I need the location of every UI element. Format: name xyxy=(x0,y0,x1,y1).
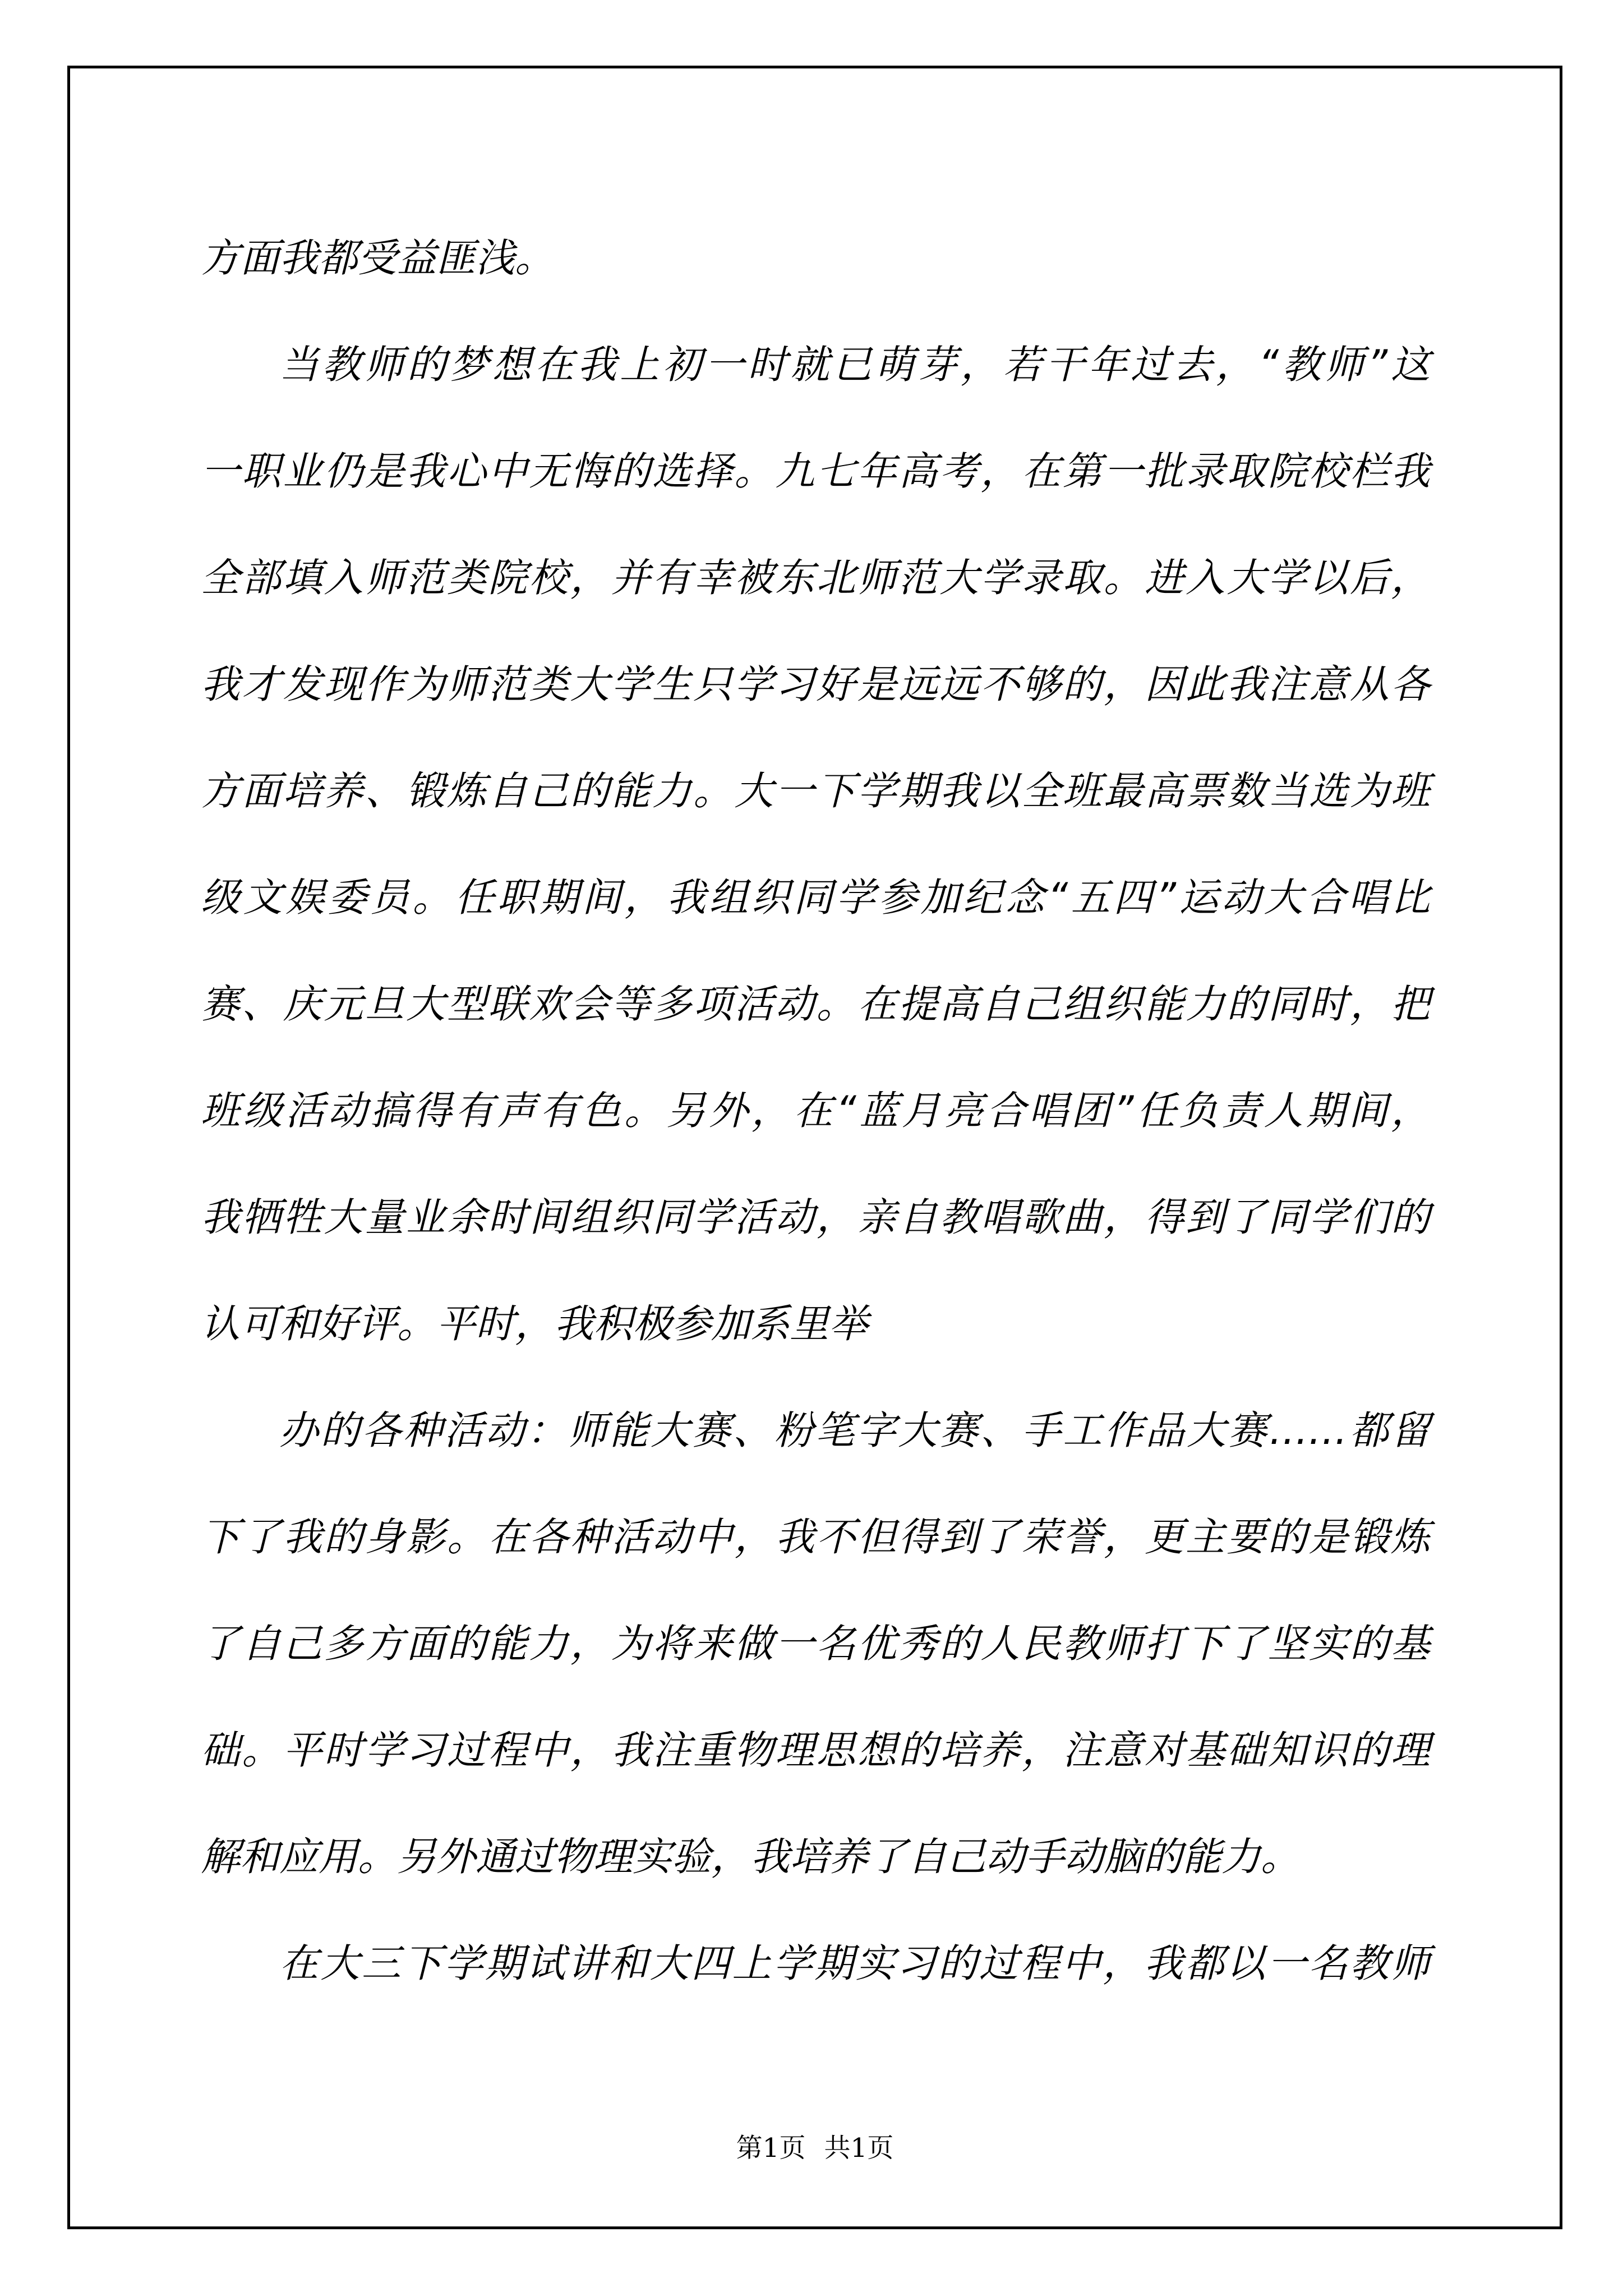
body-line: 认可和好评。平时，我积极参加系里举 xyxy=(201,1301,868,1347)
document-body xyxy=(201,205,1430,2017)
body-line: 我牺牲大量业余时间组织同学活动，亲自教唱歌曲，得到了同学们的 xyxy=(201,1194,1430,1240)
body-line: 级文娱委员。任职期间，我组织同学参加纪念“五四”运动大合唱比 xyxy=(201,875,1430,921)
body-line: 础。平时学习过程中，我注重物理思想的培养，注意对基础知识的理 xyxy=(201,1727,1430,1773)
page-number-label: 第1页 共1页 xyxy=(736,2133,894,2164)
body-line: 办的各种活动：师能大赛、粉笔字大赛、手工作品大赛……都留 xyxy=(279,1407,1430,1453)
body-line: 赛、庆元旦大型联欢会等多项活动。在提高自己组织能力的同时，把 xyxy=(201,981,1430,1027)
page-footer xyxy=(67,2132,1562,2165)
body-line: 方面我都受益匪浅。 xyxy=(201,235,554,281)
body-line: 方面培养、锻炼自己的能力。大一下学期我以全班最高票数当选为班 xyxy=(201,768,1430,814)
body-line: 当教师的梦想在我上初一时就已萌芽，若干年过去，“教师”这 xyxy=(279,342,1430,388)
body-line: 了自己多方面的能力，为将来做一名优秀的人民教师打下了坚实的基 xyxy=(201,1621,1430,1667)
body-line: 一职业仍是我心中无悔的选择。九七年高考，在第一批录取院校栏我 xyxy=(201,448,1430,494)
body-line: 下了我的身影。在各种活动中，我不但得到了荣誉，更主要的是锻炼 xyxy=(201,1514,1430,1560)
body-line: 班级活动搞得有声有色。另外，在“蓝月亮合唱团”任负责人期间， xyxy=(201,1088,1430,1134)
body-line: 解和应用。另外通过物理实验，我培养了自己动手动脑的能力。 xyxy=(201,1834,1300,1880)
body-line: 全部填入师范类院校，并有幸被东北师范大学录取。进入大学以后， xyxy=(201,555,1430,601)
body-line: 在大三下学期试讲和大四上学期实习的过程中，我都以一名教师 xyxy=(279,1940,1430,1986)
body-line: 我才发现作为师范类大学生只学习好是远远不够的，因此我注意从各 xyxy=(201,661,1430,707)
